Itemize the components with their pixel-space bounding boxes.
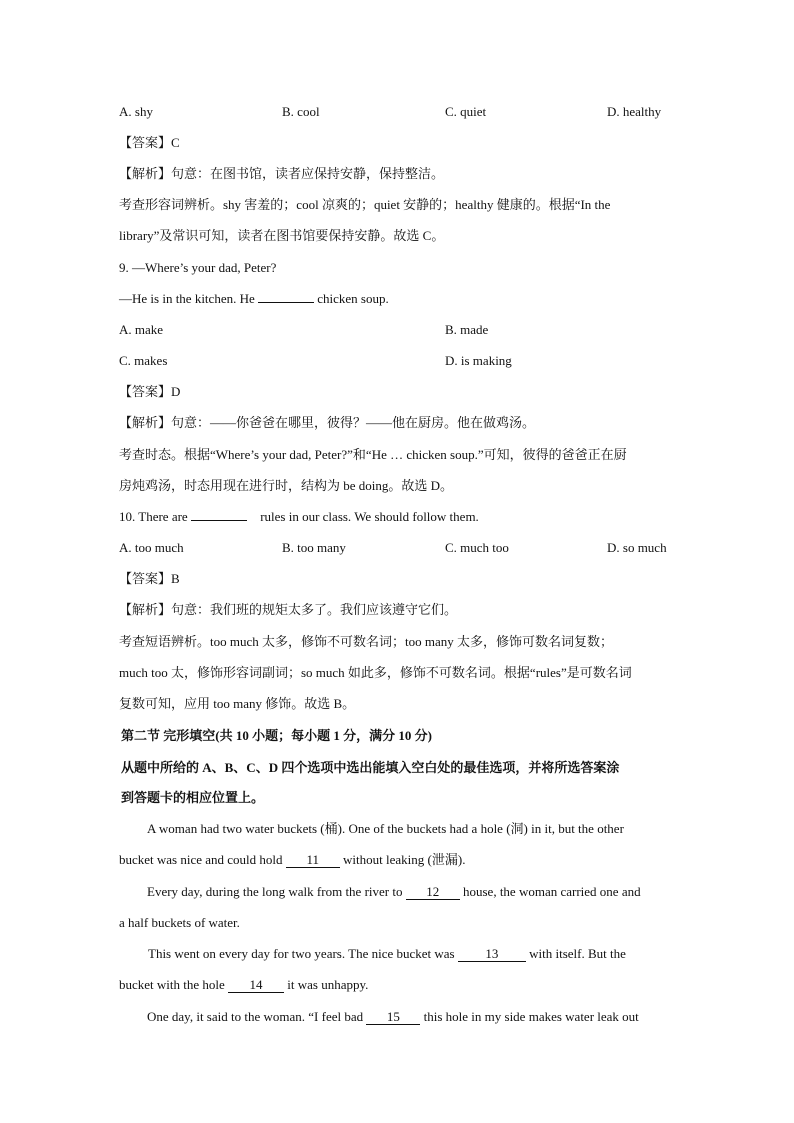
q9-option-a: A. make	[119, 322, 164, 337]
q9-analysis-detail: 考查时态。根据“Where’s your dad, Peter?”和“He … chicken soup.”可知，彼得的爸爸正在厨	[119, 447, 627, 462]
cloze-blank-15: 15	[366, 1010, 420, 1025]
passage-text: bucket was nice and could hold	[119, 852, 283, 867]
q8-option-b: B. cool	[282, 104, 320, 119]
section-instruction: 到答题卡的相应位置上。	[121, 790, 265, 805]
passage-line	[119, 852, 465, 868]
cloze-blank-13: 13	[458, 947, 526, 962]
passage-line	[119, 977, 368, 993]
cloze-blank-14: 14	[228, 978, 284, 993]
q9-analysis-detail: 房炖鸡汤，时态用现在进行时，结构为 be doing。故选 D。	[119, 478, 454, 493]
q10-option-a: A. too much	[119, 540, 184, 555]
q10-option-b: B. too many	[282, 540, 346, 555]
passage-text: bucket with the hole	[119, 977, 225, 992]
q10-option-d: D. so much	[607, 540, 667, 555]
q8-answer: 【答案】C	[119, 135, 180, 150]
passage-text: One day, it said to the woman. “I feel bad	[147, 1009, 364, 1024]
passage-text: house, the woman carried one and	[462, 884, 641, 899]
q10-analysis-detail: 考查短语辨析。too much 太多，修饰不可数名词；too many 太多，修饰可数名词复数；	[119, 634, 613, 649]
passage-text: without leaking (泄漏).	[343, 852, 466, 867]
q9-stem-line2	[119, 291, 389, 307]
passage-text: This went on every day for two years. The nice bucket was	[148, 946, 455, 961]
q10-analysis-detail: 复数可知，应用 too many 修饰。故选 B。	[119, 696, 356, 711]
q10-analysis-detail: much too 太，修饰形容词副词；so much 如此多，修饰不可数名词。根据“rules”是可数名词	[119, 665, 632, 680]
passage-line: A woman had two water buckets (桶). One of the buckets had a hole (洞) in it, but the other	[147, 821, 624, 836]
q8-option-c: C. quiet	[445, 104, 487, 119]
q8-option-d: D. healthy	[607, 104, 662, 119]
q10-blank	[191, 520, 247, 521]
q8-option-a: A. shy	[119, 104, 153, 119]
q8-analysis: 【解析】句意：在图书馆，读者应保持安静，保持整洁。	[119, 166, 445, 181]
section-instruction: 从题中所给的 A、B、C、D 四个选项中选出能填入空白处的最佳选项，并将所选答案涂	[121, 760, 620, 775]
q10-stem	[119, 509, 479, 525]
q10-stem-text: rules in our class. We should follow them.	[260, 509, 479, 524]
passage-text: with itself. But the	[529, 946, 626, 961]
q9-stem: 9. —Where’s your dad, Peter?	[119, 260, 277, 275]
q10-answer: 【答案】B	[119, 571, 180, 586]
q8-analysis-detail: library”及常识可知，读者在图书馆要保持安静。故选 C。	[119, 228, 445, 243]
section-title: 第二节 完形填空(共 10 小题；每小题 1 分，满分 10 分)	[121, 728, 432, 743]
q10-analysis: 【解析】句意：我们班的规矩太多了。我们应该遵守它们。	[119, 602, 458, 617]
passage-text: it was unhappy.	[287, 977, 369, 992]
q9-option-d: D. is making	[445, 353, 512, 368]
passage-text: Every day, during the long walk from the river to	[147, 884, 403, 899]
cloze-blank-12: 12	[406, 885, 460, 900]
q9-stem-text: —He is in the kitchen. He	[119, 291, 255, 306]
q9-analysis: 【解析】句意：——你爸爸在哪里，彼得？——他在厨房。他在做鸡汤。	[119, 415, 536, 430]
passage-line	[147, 1009, 639, 1025]
q9-blank	[258, 302, 314, 303]
q9-option-b: B. made	[445, 322, 489, 337]
passage-text: this hole in my side makes water leak out	[423, 1009, 639, 1024]
passage-line	[147, 884, 641, 900]
q10-stem-text: 10. There are	[119, 509, 188, 524]
q9-option-c: C. makes	[119, 353, 168, 368]
q9-answer: 【答案】D	[119, 384, 181, 399]
passage-line	[148, 946, 626, 962]
passage-line: a half buckets of water.	[119, 915, 240, 930]
q8-analysis-detail: 考查形容词辨析。shy 害羞的；cool 凉爽的；quiet 安静的；healthy 健康的。根据“In the	[119, 197, 611, 212]
q10-option-c: C. much too	[445, 540, 509, 555]
cloze-blank-11: 11	[286, 853, 340, 868]
q9-stem-text: chicken soup.	[317, 291, 389, 306]
